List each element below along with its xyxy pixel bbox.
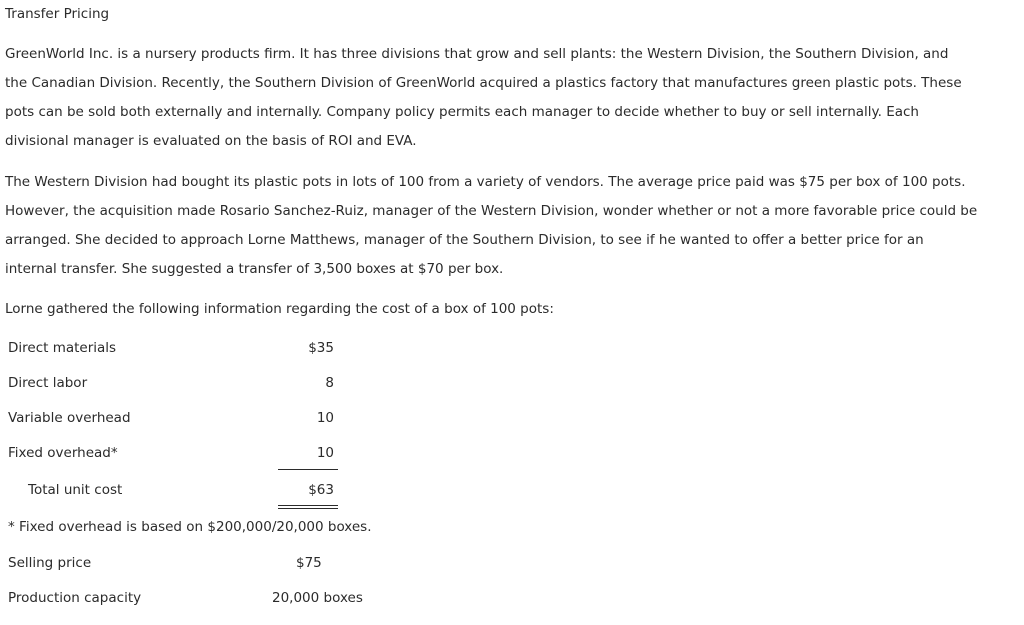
paragraph-line: However, the acquisition made Rosario Sanchez-Ruiz, manager of the Western Division, wonder whether or not a more favorable price could be [5,203,978,219]
total-value: $63 [308,482,334,498]
paragraph-line: internal transfer. She suggested a transfer of 3,500 boxes at $70 per box. [5,261,504,277]
cost-label: Direct materials [8,340,117,356]
cost-label: Fixed overhead* [8,445,118,461]
paragraph-line: Lorne gathered the following information regarding the cost of a box of 100 pots: [5,301,554,317]
total-double-rule [278,505,338,509]
cost-label: Direct labor [8,375,88,391]
paragraph-line: The Western Division had bought its plastic pots in lots of 100 from a variety of vendors. The average price paid was $75 per box of 100 pots. [5,174,966,190]
cost-value: 10 [316,445,334,461]
total-label: Total unit cost [28,482,123,498]
cost-value: 10 [316,410,334,426]
footnote: * Fixed overhead is based on $200,000/20,000 boxes. [8,519,372,535]
intro-paragraph [5,40,1024,156]
cost-value: $35 [308,340,334,356]
production-capacity-label: Production capacity [8,590,142,606]
cost-label: Variable overhead [8,410,131,426]
subtotal-rule [278,469,338,470]
production-capacity-value: 20,000 boxes [272,590,363,606]
cost-intro-paragraph [5,295,1024,324]
paragraph-line: GreenWorld Inc. is a nursery products firm. It has three divisions that grow and sell plants: the Western Division, the Southern Division, and [5,46,949,62]
selling-price-value: $75 [296,555,322,571]
paragraph-line: pots can be sold both externally and internally. Company policy permits each manager to decide whether to buy or sell internally. Each [5,104,919,120]
paragraph-line: the Canadian Division. Recently, the Southern Division of GreenWorld acquired a plastics factory that manufactures green plastic pots. These [5,75,962,91]
western-division-paragraph [5,168,1024,284]
page-title: Transfer Pricing [5,6,110,22]
cost-value: 8 [325,375,334,391]
paragraph-line: arranged. She decided to approach Lorne Matthews, manager of the Southern Division, to see if he wanted to offer a better price for an [5,232,924,248]
selling-price-label: Selling price [8,555,92,571]
paragraph-line: divisional manager is evaluated on the basis of ROI and EVA. [5,133,417,149]
